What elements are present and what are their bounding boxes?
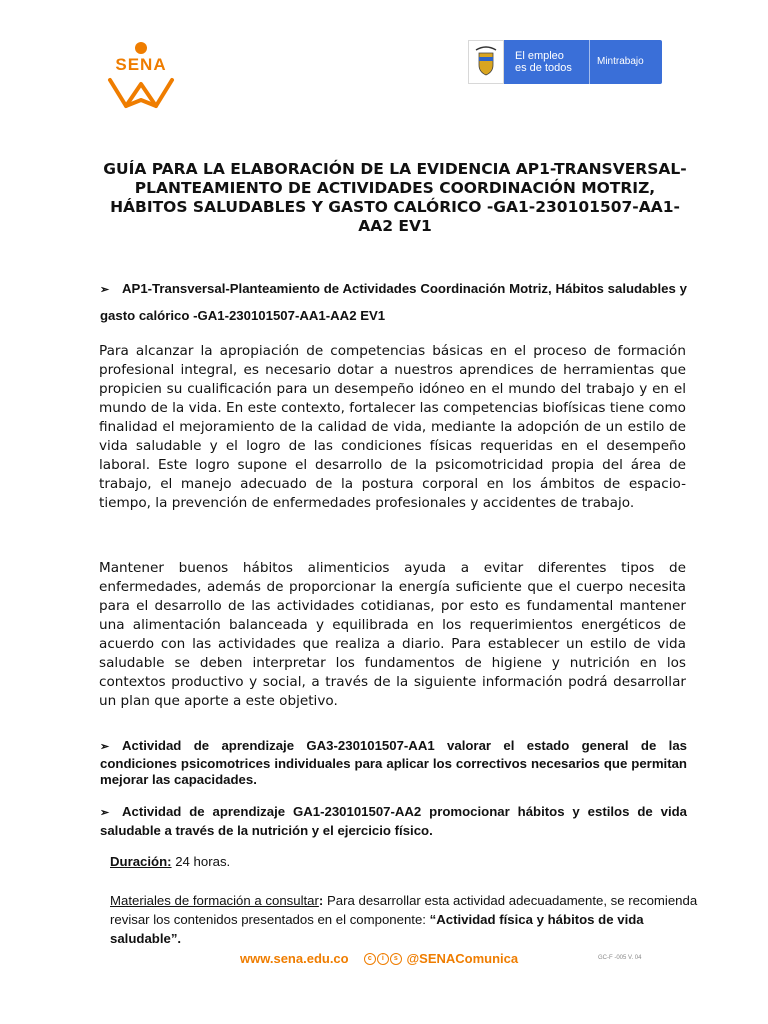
- gov-banner-line1: El empleo: [515, 50, 564, 62]
- sena-logo-icon: [104, 40, 178, 114]
- gov-banner: [468, 40, 662, 84]
- materials-colon: :: [318, 893, 324, 908]
- document-title: GUÍA PARA LA ELABORACIÓN DE LA EVIDENCIA AP1-TRANSVERSAL-PLANTEAMIENTO DE ACTIVIDADES COORDINACIÓN MOTRIZ, HÁBITOS SALUDABLES Y GASTO CALÓRICO -GA1-230101507-AA1-AA2 EV1: [103, 160, 687, 235]
- bullet-text: AP1-Transversal-Planteamiento de Actividades Coordinación Motriz, Hábitos saludables y gasto calórico -GA1-230101507-AA1-AA2 EV1: [100, 281, 687, 323]
- duration-value: 24 horas.: [171, 854, 231, 869]
- footer-social-handle[interactable]: @SENAComunica: [406, 951, 519, 967]
- banner-divider: [589, 40, 590, 84]
- duration-line: [110, 852, 720, 871]
- sena-logo: [104, 40, 178, 114]
- arrow-bullet-icon: ➢: [100, 284, 110, 296]
- creative-commons-icon: c: [364, 953, 376, 965]
- materials-label: Materiales de formación a consultar: [110, 893, 319, 908]
- bullet-text: Actividad de aprendizaje GA1-230101507-AA2 promocionar hábitos y estilos de vida saludable a través de la nutrición y el ejercicio físico.: [100, 804, 687, 838]
- colombia-shield-icon: [468, 40, 504, 84]
- bullet-item: [100, 276, 687, 329]
- materials-line: [110, 891, 716, 948]
- paragraph: Mantener buenos hábitos alimenticios ayuda a evitar diferentes tipos de enfermedades, además de proporcionar la energía suficiente que el cuerpo necesita para el desarrollo de las actividades cotidianas, por esto es fundamental mantener una alimentación balanceada y equilibrada en los requerimientos energéticos de acuerdo con las actividades que realiza a diario. Para establecer un estilo de vida saludable se deben interpretar los fundamentos de higiene y nutrición en los contextos productivo y social, a través de la siguiente información podrá desarrollar un plan que aporte a este objetivo.: [99, 560, 686, 709]
- arrow-bullet-icon: ➢: [100, 807, 110, 819]
- bullet-text: Actividad de aprendizaje GA3-230101507-AA1 valorar el estado general de las condiciones psicomotrices individuales para aplicar los correctivos necesarios que permitan mejorar las capacidades.: [100, 738, 687, 787]
- sa-icon: s: [390, 953, 402, 965]
- footer: [240, 950, 530, 968]
- bullet-item: [100, 738, 687, 789]
- gov-banner-line2: es de todos: [515, 62, 572, 74]
- gov-banner-ministry: Mintrabajo: [597, 56, 644, 67]
- materials-text: Para desarrollar esta actividad adecuadamente, se recomienda revisar los contenidos presentados en el componente:: [110, 893, 698, 927]
- paragraph: Para alcanzar la apropiación de competencias básicas en el proceso de formación profesional integral, es necesario dotar a nuestros aprendices de herramientas que propicien su cualificación para un desempeño idóneo en el mundo del trabajo y en el mundo de la vida. En este contexto, fortalecer las competencias biofísicas tiene como finalidad el mejoramiento de la calidad de vida, mediante la adopción de un estilo de vida saludable y el logro de las condiciones físicas requeridas en el desempeño laboral. Este logro supone el desarrollo de la psicomotricidad propia del área de trabajo, el manejo adecuado de la postura corporal en los ámbitos de espacio- tiempo, la prevención de enfermedades profesionales y accidentes de trabajo.: [99, 343, 686, 511]
- arrow-bullet-icon: ➢: [100, 741, 110, 753]
- duration-label: Duración:: [110, 854, 172, 869]
- bullet-item: [100, 803, 687, 839]
- by-icon: i: [377, 953, 389, 965]
- form-code: GC-F -005 V. 04: [598, 955, 642, 961]
- footer-website-link[interactable]: www.sena.edu.co: [240, 951, 349, 967]
- sena-logo-text: SENA: [115, 55, 167, 74]
- materials-highlight: “Actividad física y hábitos de vida saludable”.: [110, 912, 644, 946]
